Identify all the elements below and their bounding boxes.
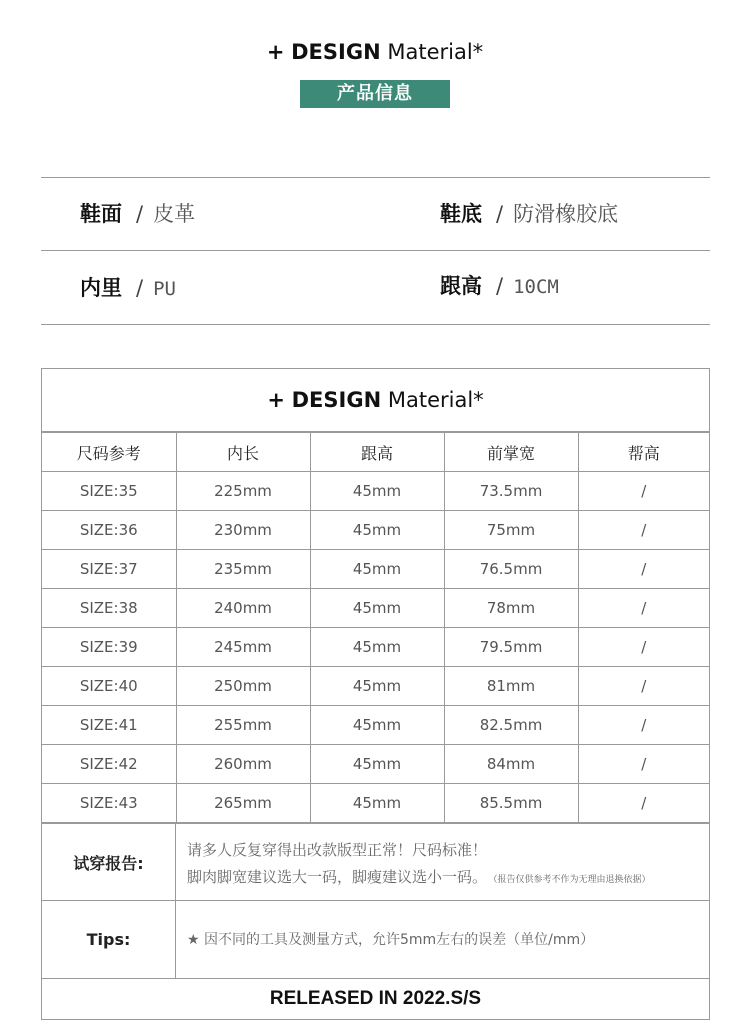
- table-cell: SIZE:38: [42, 589, 176, 628]
- table-header-cell: 尺码参考: [42, 433, 176, 472]
- fitting-report-line1: 请多人反复穿得出改款版型正常！尺码标准！: [187, 841, 488, 859]
- fitting-report-line2: 脚肉脚宽建议选大一码，脚瘦建议选小一码。: [187, 868, 488, 886]
- info-separator: /: [496, 202, 504, 226]
- fitting-report-line2-wrap: [187, 866, 651, 887]
- table-cell: SIZE:40: [42, 667, 176, 706]
- table-cell: 84mm: [444, 745, 578, 784]
- info-lining: [80, 278, 176, 299]
- info-label: 鞋底: [440, 202, 482, 226]
- table-cell: 235mm: [176, 550, 310, 589]
- size-chart-header: [42, 369, 709, 432]
- brand-material: Material*: [387, 388, 484, 412]
- brand-plus: +: [267, 388, 285, 412]
- table-row: [42, 589, 709, 628]
- table-header-row: [42, 433, 709, 472]
- table-cell: 45mm: [310, 589, 444, 628]
- info-separator: /: [496, 274, 504, 298]
- table-cell: SIZE:39: [42, 628, 176, 667]
- info-value: 防滑橡胶底: [513, 202, 619, 226]
- table-cell: 45mm: [310, 706, 444, 745]
- table-header-cell: 内长: [176, 433, 310, 472]
- table-cell: /: [578, 472, 709, 511]
- table-cell: SIZE:36: [42, 511, 176, 550]
- table-cell: /: [578, 628, 709, 667]
- table-header-cell: 帮高: [578, 433, 709, 472]
- info-label: 鞋面: [80, 202, 122, 226]
- table-cell: /: [578, 511, 709, 550]
- table-cell: /: [578, 667, 709, 706]
- info-upper: [80, 204, 195, 225]
- table-cell: SIZE:43: [42, 784, 176, 823]
- table-cell: /: [578, 745, 709, 784]
- info-label: 跟高: [440, 274, 482, 298]
- table-row: [42, 745, 709, 784]
- table-cell: 45mm: [310, 550, 444, 589]
- info-separator: /: [136, 276, 144, 300]
- table-cell: SIZE:41: [42, 706, 176, 745]
- table-row: [42, 550, 709, 589]
- table-cell: 260mm: [176, 745, 310, 784]
- brand-design: DESIGN: [291, 40, 381, 64]
- table-cell: SIZE:42: [42, 745, 176, 784]
- table-cell: /: [578, 589, 709, 628]
- info-heel-height: [440, 276, 559, 297]
- table-cell: 45mm: [310, 745, 444, 784]
- table-cell: 79.5mm: [444, 628, 578, 667]
- release-note: RELEASED IN 2022.S/S: [269, 988, 482, 1009]
- info-sole: [440, 204, 618, 225]
- table-row: [42, 667, 709, 706]
- size-chart-brand: [42, 390, 709, 411]
- table-cell: 82.5mm: [444, 706, 578, 745]
- table-cell: 245mm: [176, 628, 310, 667]
- info-label: 内里: [80, 276, 122, 300]
- table-cell: 76.5mm: [444, 550, 578, 589]
- table-cell: 85.5mm: [444, 784, 578, 823]
- table-cell: SIZE:35: [42, 472, 176, 511]
- brand-heading: [0, 42, 750, 63]
- table-cell: 75mm: [444, 511, 578, 550]
- table-row: [42, 706, 709, 745]
- table-cell: /: [578, 550, 709, 589]
- brand-design: DESIGN: [291, 388, 382, 412]
- table-cell: 45mm: [310, 784, 444, 823]
- info-value: 10CM: [513, 276, 559, 298]
- divider-bottom: [41, 324, 710, 325]
- table-row: [42, 628, 709, 667]
- table-cell: 265mm: [176, 784, 310, 823]
- table-header-cell: 跟高: [310, 433, 444, 472]
- section-badge: 产品信息: [300, 80, 450, 108]
- size-table: [42, 432, 709, 823]
- info-value: PU: [153, 278, 176, 300]
- brand-material: Material*: [387, 40, 484, 64]
- divider-middle: [41, 250, 710, 251]
- table-cell: 45mm: [310, 667, 444, 706]
- tips-text: ★ 因不同的工具及测量方式，允许5mm左右的误差（单位/mm）: [187, 932, 595, 948]
- table-cell: 250mm: [176, 667, 310, 706]
- table-cell: 45mm: [310, 628, 444, 667]
- table-cell: /: [578, 706, 709, 745]
- table-cell: 78mm: [444, 589, 578, 628]
- table-row: [42, 511, 709, 550]
- fitting-report: [42, 823, 709, 901]
- table-cell: 81mm: [444, 667, 578, 706]
- info-value: 皮革: [153, 202, 196, 226]
- table-cell: /: [578, 784, 709, 823]
- table-row: [42, 784, 709, 823]
- fitting-report-label: 试穿报告:: [42, 824, 176, 900]
- table-cell: 230mm: [176, 511, 310, 550]
- table-cell: 240mm: [176, 589, 310, 628]
- tips-section: [42, 900, 709, 979]
- brand-plus: +: [266, 40, 285, 64]
- divider-top: [41, 177, 710, 178]
- table-row: [42, 472, 709, 511]
- fitting-report-note: （报告仅供参考不作为无理由退换依据）: [493, 875, 651, 885]
- tips-label: Tips:: [42, 900, 176, 978]
- table-cell: SIZE:37: [42, 550, 176, 589]
- info-separator: /: [136, 202, 144, 226]
- table-cell: 255mm: [176, 706, 310, 745]
- size-chart: [41, 368, 710, 1020]
- table-cell: 45mm: [310, 511, 444, 550]
- table-body: [42, 472, 709, 823]
- table-header-cell: 前掌宽: [444, 433, 578, 472]
- table-cell: 45mm: [310, 472, 444, 511]
- table-cell: 73.5mm: [444, 472, 578, 511]
- table-cell: 225mm: [176, 472, 310, 511]
